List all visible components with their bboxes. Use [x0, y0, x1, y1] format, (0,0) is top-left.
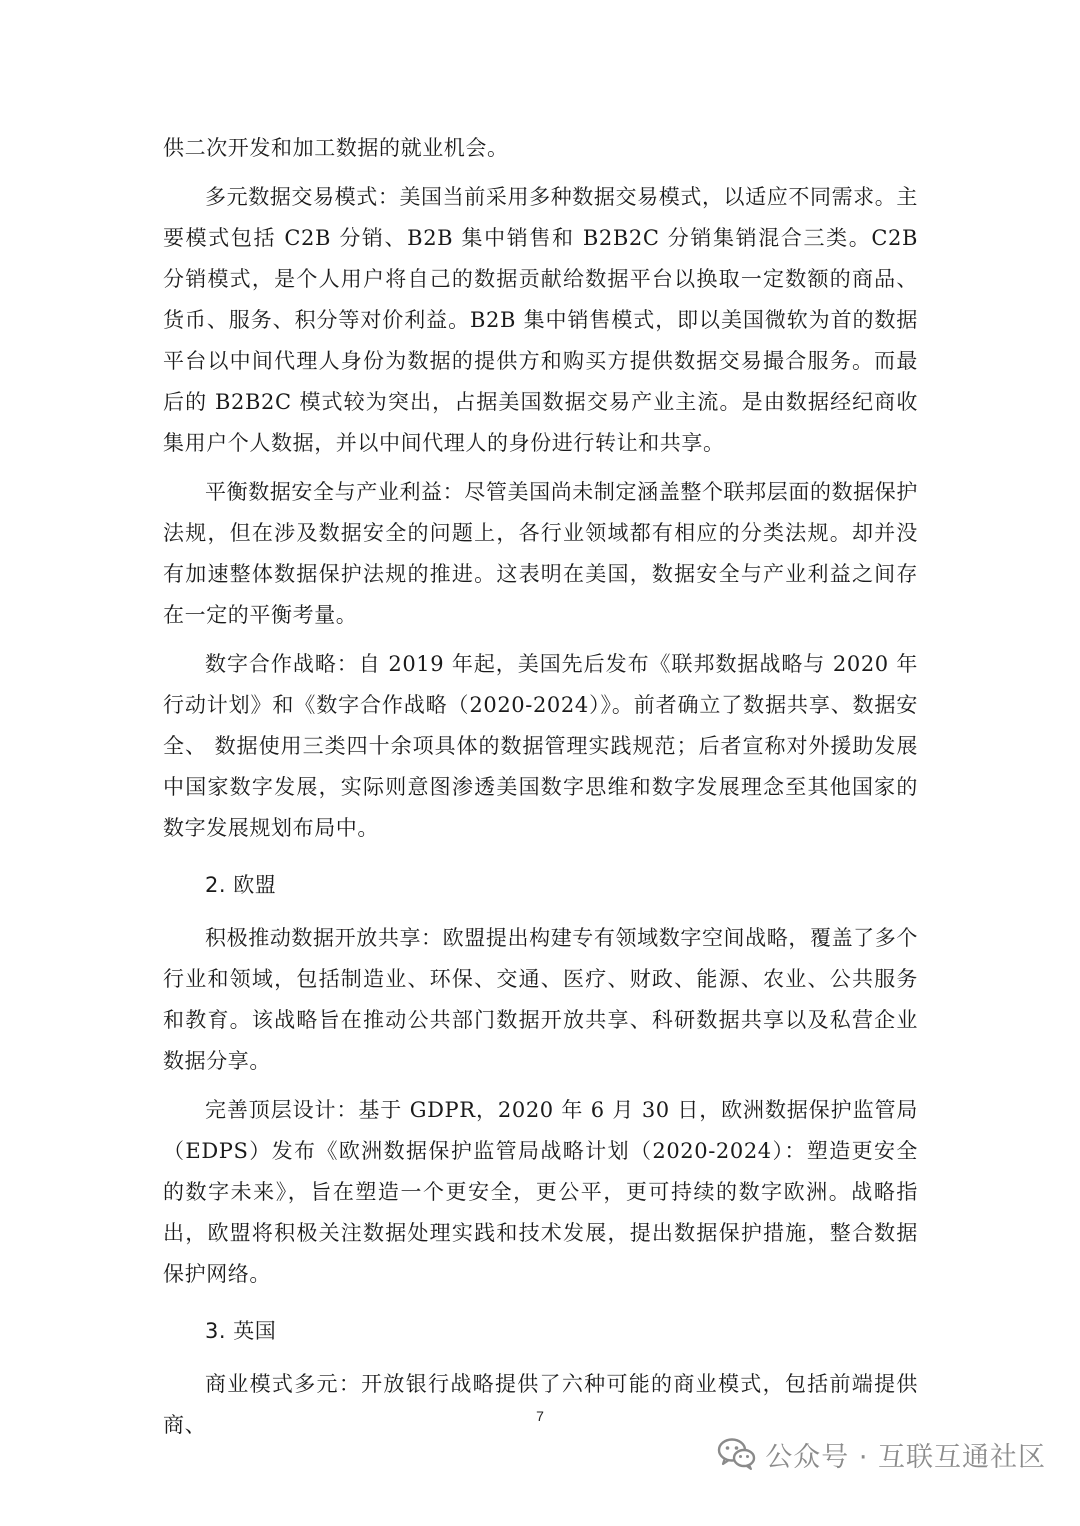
paragraph-continuation: 供二次开发和加工数据的就业机会。: [163, 136, 509, 160]
wechat-icon: [717, 1437, 757, 1471]
page-number: 7: [536, 1408, 544, 1424]
paragraph-eu-data-sharing: 积极推动数据开放共享：欧盟提出构建专有领域数字空间战略，覆盖了多个行业和领域，包括制造业、环保、交通、医疗、财政、能源、农业、公共服务和教育。该战略旨在推动公共部门数据开放共享、科研数据共享以及私营企业数据分享。: [163, 926, 918, 1073]
paragraph-digital-cooperation: 数字合作战略：自 2019 年起，美国先后发布《联邦数据战略与 2020 年行动计划》和《数字合作战略（2020-2024）》。前者确立了数据共享、数据安全、 数据使用三类四十余项具体的数据管理实践规范；后者宣称对外援助发展中国家数字发展，实际则意图渗透美国数字思维和数字发展理念至其他国家的数字发展规划布局中。: [163, 652, 918, 840]
watermark-text: 公众号 · 互联互通社区: [765, 1441, 1046, 1473]
watermark: [717, 1432, 1046, 1476]
section-heading-eu: 2. 欧盟: [205, 873, 277, 897]
paragraph-eu-top-level-design: 完善顶层设计：基于 GDPR，2020 年 6 月 30 日，欧洲数据保护监管局（EDPS）发布《欧洲数据保护监管局战略计划（2020-2024）：塑造更安全的数字未来》，旨在塑造一个更安全，更公平，更可持续的数字欧洲。战略指出，欧盟将积极关注数据处理实践和技术发展，提出数据保护措施，整合数据保护网络。: [163, 1098, 918, 1286]
paragraph-uk-business-models: 商业模式多元：开放银行战略提供了六种可能的商业模式，包括前端提供商、: [163, 1372, 918, 1437]
page-content: [163, 128, 918, 1446]
paragraph-data-trading-modes: 多元数据交易模式：美国当前采用多种数据交易模式，以适应不同需求。主要模式包括 C2B 分销、B2B 集中销售和 B2B2C 分销集销混合三类。C2B 分销模式，是个人用户将自己的数据贡献给数据平台以换取一定数额的商品、货币、服务、积分等对价利益。B2B 集中销售模式，即以美国微软为首的数据平台以中间代理人身份为数据的提供方和购买方提供数据交易撮合服务。而最后的 B2B2C 模式较为突出，占据美国数据交易产业主流。是由数据经纪商收集用户个人数据，并以中间代理人的身份进行转让和共享。: [163, 185, 918, 455]
section-heading-uk: 3. 英国: [205, 1319, 277, 1343]
paragraph-data-security-balance: 平衡数据安全与产业利益：尽管美国尚未制定涵盖整个联邦层面的数据保护法规，但在涉及数据安全的问题上，各行业领域都有相应的分类法规。却并没有加速整体数据保护法规的推进。这表明在美国，数据安全与产业利益之间存在一定的平衡考量。: [163, 480, 918, 627]
